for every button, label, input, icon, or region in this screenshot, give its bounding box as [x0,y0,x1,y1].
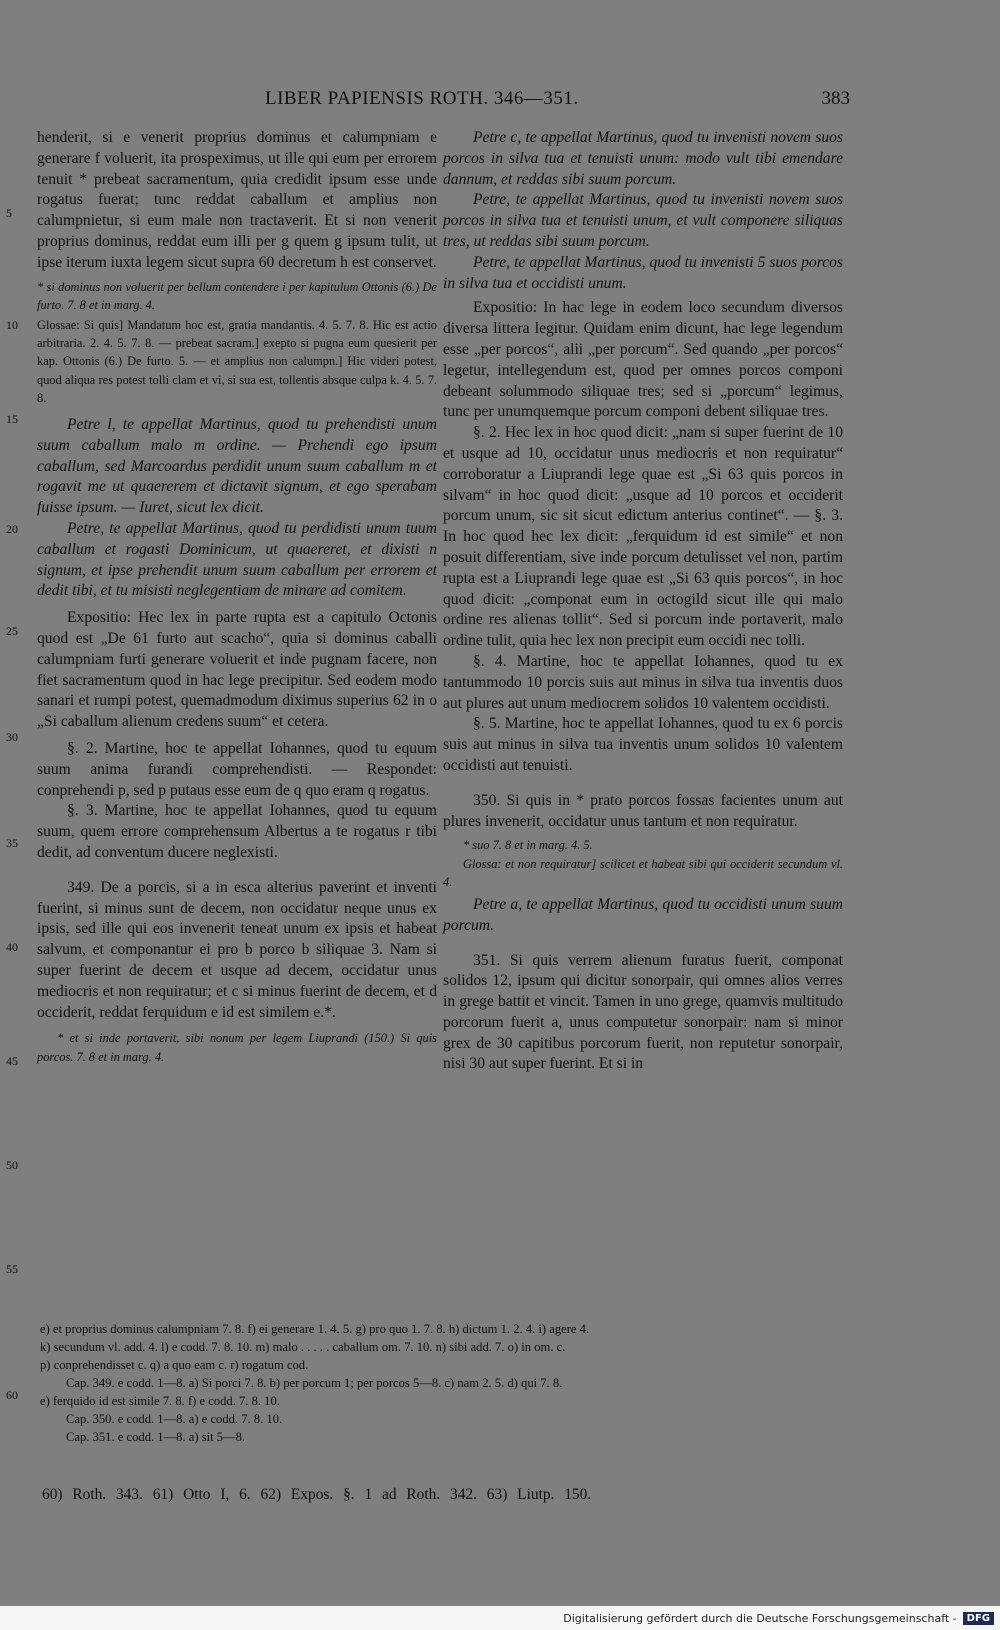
paragraph: §. 2. Hec lex in hoc quod dicit: „nam si super fuerint de 10 et usque ad 10, occidatur unus mediocris et non requiratur“ corroboratur a Liuprandi lege quae est „Si 63 quis porcos in silvam“ in hoc quod dicit: „usque ad 10 porcos et occiderit porcum unum, sic sit sicut edictum anterius continet“. — §. 3. In hoc quod hec lex dicit: „ferquidum id est simile“ et non posuit differentiam, sive inde porcum detulisset vel non, partim rupta est a Liuprandi lege quae est „Si 63 quis porcos“, in hoc quod dicit: „componat eum in octogild sicut ille qui malo ordine res alienas tollit“. Sed si porcum inde portaverit, malo ordine tulit, quia hec lex non precipit eum occidi nec tolli. [443,424,843,650]
footnote-gloss: * si dominus non voluerit per bellum contendere i per kapitulum Ottonis (6.) De furto. 7. 8 et in marg. 4. [37,279,437,312]
glossa: Glossa: et non requiratur] scilicet et habeat sibi qui occiderit secundum vl. 4. [443,856,843,889]
line-number: 45 [6,1054,18,1068]
paragraph: §. 3. Martine, hoc te appellat Iohannes, quod tu equum suum, quem errore comprehensum Albertus a te rogatus r tibi dedit, ad conventum ducere neglexisti. [37,802,437,861]
right-column [443,128,843,1075]
footnote-line: Cap. 351. e codd. 1—8. a) sit 5—8. [66,1430,246,1444]
line-number: 5 [6,206,12,220]
formula: Petre, te appellat Martinus, quod tu invenisti 5 suos porcos in silva tua et occidisti unum. [443,253,843,292]
formula: Petre a, te appellat Martinus, quod tu occidisti unum suum porcum. [443,895,843,934]
footnote-line: Cap. 349. e codd. 1—8. a) Si porci 7. 8. b) per porcum 1; per porcos 5—8. c) nam 2. 5. d) qui 7. 8. [66,1376,563,1390]
formula: Petre l, te appellat Martinus, quod tu prehendisti unum suum caballum malo m ordine. — Prehendi ego ipsum caballum, sed Marcoardus perdidit unum suum caballum m et rogavit me ut quaererem et dictavit signum, et ego sperabam fuisse ipsum. — Iuret, sicut lex dicit. [37,416,437,517]
expositio: Expositio: In hac lege in eodem loco secundum diversos diversa littera legitur. Quidam enim dicunt, hac lege legendum esse „per porcos“, alii „per porcum“. Sed quando „per porcos“ legetur, intellegendum est, quod per omnes porcos componi debeant solummodo siliquae tres; sed si „porcum“ legimus, tunc per unumquemque porcum componi debent siliquae tres. [443,299,843,421]
formula: Petre, te appellat Martinus, quod tu invenisti novem suos porcos in silva tua et tenuisti unum, et vult componere siliquas tres, ut reddas sibi suum porcum. [443,191,843,250]
line-number: 35 [6,836,18,850]
formula: Petre, te appellat Martinus, quod tu perdidisti unum tuum caballum et rogasti Dominicum, ut quaereret, et dixisti n signum, et ipse prehendit unum suum caballum per errorem et dedit tibi, et tu misisti neglegentiam de minare ad comitem. [37,519,437,600]
line-number: 60 [6,1388,18,1402]
paragraph: henderit, si e venerit proprius dominus et calumpniam e generare f voluerit, ita prospeximus, ut ille qui eum per errorem tenuit * prebeat sacramentum, quia credidit ipsum esse unde rogatus fuerat; tunc reddat caballum et amplius non calumpnietur, si eum male non tractaverit. Et si non venerit proprius dominus, reddat eum illi per g quem g ipsum tulit, ut ipse iterum iuxta legem sicut supra 60 decretum h est conservet. [37,129,437,271]
line-number: 40 [6,940,18,954]
reference-notes: 60) Roth. 343. 61) Otto I, 6. 62) Expos. §. 1 ad Roth. 342. 63) Liutp. 150. [42,1486,592,1503]
chapter-350: 350. Si quis in * prato porcos fossas facientes unum aut plures invenerit, occidatur unus tantum et non requiratur. [443,791,843,830]
footnote-line: p) conprehendisset c. q) a quo eam c. r) rogatum cod. [40,1358,309,1372]
line-number: 25 [6,624,18,638]
left-column [37,128,437,1066]
page-header [40,88,850,118]
paragraph: §. 2. Martine, hoc te appellat Iohannes, quod tu equum suum anima furandi comprehendisti. — Respondet: conprehendi p, sed p putaus esse eum de q quo eram q rogatus. [37,739,437,799]
footnote-line: k) secundum vl. add. 4. l) e codd. 7. 8. 10. m) malo . . . . . caballum om. 7. 10. n) sibi add. 7. o) in om. c. [40,1340,566,1354]
line-number: 55 [6,1262,18,1276]
chapter-351: 351. Si quis verrem alienum furatus fuerit, componat solidos 12, ipsum qui dicitur sonorpair, qui omnes alios verres in grege battit et vincit. Tamen in uno grege, quamvis multitudo porcorum fuerit a, unus computetur sonorpair: nam si minor grex de 30 capitibus porcorum fuerit, non reputetur sonorpair, nisi 30 aut super fuerint. Et si in [443,951,843,1073]
line-number: 50 [6,1158,18,1172]
footnotes [40,1320,840,1446]
glossae: Glossae: Si quis] Mandatum hoc est, gratia mandantis. 4. 5. 7. 8. Hic est actio arbitraria. 2. 4. 5. 7. 8. — prebeat sacram.] exepto si pugna eum quesierit per kap. Ottonis (6.) De furto. 5. — et amplius non calumpn.] Hic videri potest, quod aliqua res potest tolli clam et vi, si sua est, tollentis absque culpa k. 4. 5. 7. 8. [37,317,437,405]
dfg-logo: DFG [963,1612,994,1625]
running-title: LIBER PAPIENSIS ROTH. 346—351. [265,88,579,109]
paragraph: §. 5. Martine, hoc te appellat Iohannes, quod tu ex 6 porcis suis aut minus in silva tua inventis unum solidos 10 valentem occidisti aut tenuisti. [443,715,843,774]
line-number: 15 [6,412,18,426]
dfg-banner-text: Digitalisierung gefördert durch die Deutsche Forschungsgemeinschaft - [563,1611,957,1625]
formula: Petre c, te appellat Martinus, quod tu invenisti novem suos porcos in silva tua et tenuisti unum: modo vult tibi emendare dannum, et reddas sibi suum porcum. [443,129,843,188]
line-number: 30 [6,730,18,744]
chapter-349: 349. De a porcis, si a in esca alterius paverint et inventi fuerint, si minus sunt de decem, non occidatur neque unus ex ipsis, sed ille qui eos invenerit teneat unum ex ipsis et habeat salvum, et componantur ei pro b porco b siliquae 3. Nam si super fuerint de decem et usque ad decem, occidatur unus mediocris et non requiratur; et c si minus fuerint de decem, et d occiderit, reddat ferquidum e id est similem e.*. [37,878,437,1021]
footnote-gloss: * suo 7. 8 et in marg. 4. 5. [463,838,593,853]
line-number: 10 [6,318,18,332]
footnote-line: Cap. 350. e codd. 1—8. a) e codd. 7. 8. 10. [66,1412,283,1426]
footnote-line: e) ferquido id est simile 7. 8. f) e codd. 7. 8. 10. [40,1394,280,1408]
footnote-line: e) et proprius dominus calumpniam 7. 8. f) ei generare 1. 4. 5. g) pro quo 1. 7. 8. h) dictum 1. 2. 4. i) agere 4. [40,1322,590,1336]
footnote-gloss: * et si inde portaverit, sibi nonum per legem Liuprandi (150.) Si quis porcos. 7. 8 et in marg. 4. [37,1031,437,1064]
page-number: 383 [821,88,850,109]
expositio: Expositio: Hec lex in parte rupta est a capitulo Octonis quod est „De 61 furto aut scacho“, quia si dominus caballi calumpniam furti generare voluerit et inde pugnam facere, non fiet sacramentum quod in hac lege precipitur. Sed eodem modo sanari et rumpi potest, quemadmodum diximus superius 62 in o „Si caballum alienum credens suum“ et cetera. [37,609,437,731]
paragraph: §. 4. Martine, hoc te appellat Iohannes, quod tu ex tantummodo 10 porcis suis aut minus in silva tua inventis duos aut plures aut unum mediocrem solidos 10 valentem occidisti. [443,652,843,712]
line-number: 20 [6,522,18,536]
dfg-banner [0,1606,1000,1630]
